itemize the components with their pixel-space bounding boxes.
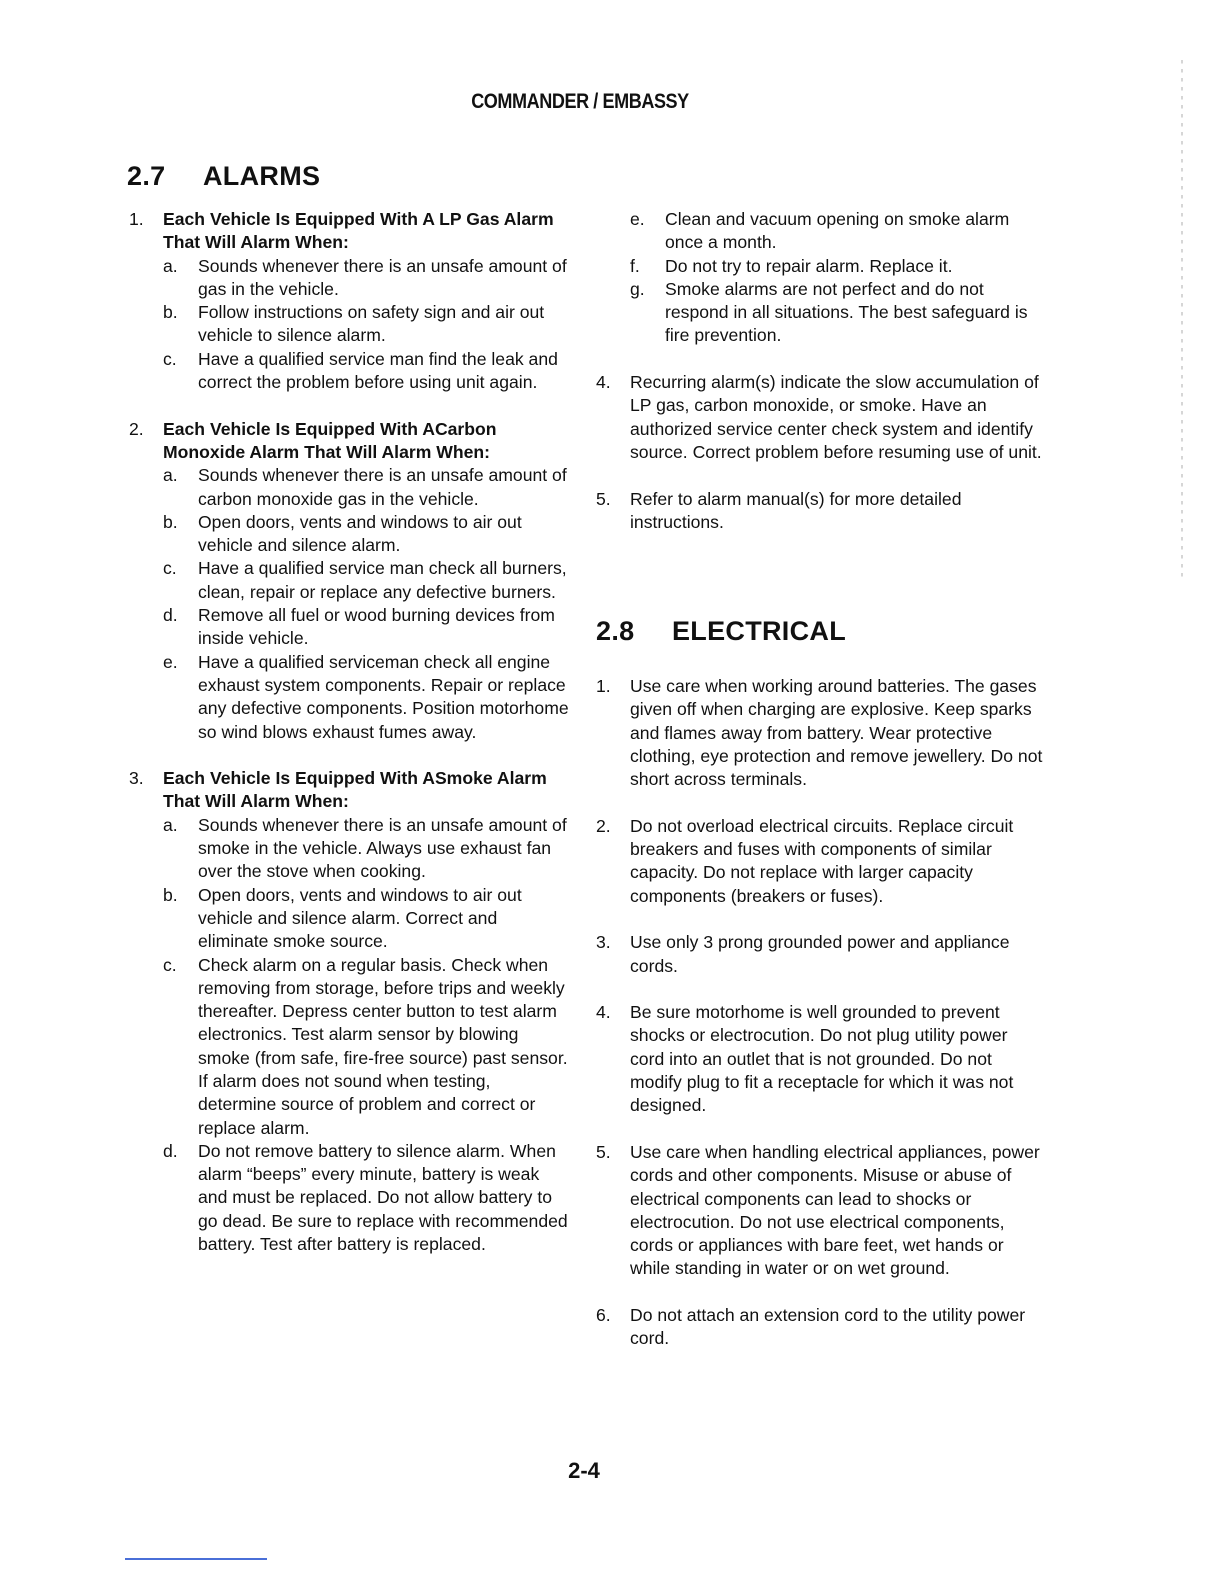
sub-item [163,651,569,744]
sub-letter: a. [163,255,178,276]
sub-item [163,557,569,604]
item-number: 2. [129,418,144,439]
item-text: Recurring alarm(s) indicate the slow accumulation of LP gas, carbon monoxide, or smoke. Have an authorized service center check system and identify source. Correct problem before resuming use of unit. [630,372,1042,462]
item-heading: Each Vehicle Is Equipped With A LP Gas Alarm That Will Alarm When: [163,209,554,253]
item-text: Use care when working around batteries. The gases given off when charging are explosive. Keep sparks and flames away from battery. Wear protective clothing, eye protection and remove jewellery. Do not short across terminals. [630,676,1043,790]
right-column-electrical [596,675,1046,1351]
sub-item [163,255,569,302]
sub-text: Check alarm on a regular basis. Check when removing from storage, before trips and weekly thereafter. Depress center button to test alarm electronics. Test alarm sensor by blowing smoke (from safe, fire-free source) past sensor. If alarm does not sound when testing, determine source of problem and correct or replace alarm. [198,954,568,1138]
sub-item [163,511,569,558]
electrical-item-3 [596,931,1046,978]
sub-text: Sounds whenever there is an unsafe amount of gas in the vehicle. [198,255,567,299]
sub-text: Do not try to repair alarm. Replace it. [665,255,953,276]
sub-letter: c. [163,348,177,369]
sub-item [163,1140,569,1256]
sub-letter: c. [163,954,177,975]
sub-item [630,208,1046,255]
sub-item [163,814,569,884]
sub-text: Open doors, vents and windows to air out vehicle and silence alarm. [198,511,522,556]
sub-item [163,301,569,348]
sub-text: Smoke alarms are not perfect and do not respond in all situations. The best safeguard is fire prevention. [665,278,1028,346]
electrical-item-5 [596,1141,1046,1281]
electrical-item-1 [596,675,1046,791]
item-heading: Each Vehicle Is Equipped With ASmoke Alarm That Will Alarm When: [163,768,547,812]
item-text: Use only 3 prong grounded power and appliance cords. [630,932,1010,976]
item-text: Refer to alarm manual(s) for more detailed instructions. [630,488,962,532]
sub-letter: e. [163,651,178,672]
section-heading: ELECTRICAL [672,616,846,646]
item-number: 4. [596,1002,611,1023]
sub-text: Sounds whenever there is an unsafe amount of carbon monoxide gas in the vehicle. [198,465,567,509]
section-number: 2.7 [127,161,166,191]
item-number: 2. [596,815,611,836]
alarm-item-4 [596,371,1046,464]
sub-text: Follow instructions on safety sign and air out vehicle to silence alarm. [198,302,545,346]
sub-letter: b. [163,884,178,905]
section-title-alarms [127,161,320,192]
sub-letter: b. [163,511,178,532]
sub-text: Clean and vacuum opening on smoke alarm once a month. [665,209,1010,253]
electrical-item-2 [596,815,1046,908]
item-text: Do not attach an extension cord to the utility power cord. [630,1305,1026,1349]
scan-edge-artifact [1181,60,1183,580]
item-number: 3. [129,768,144,789]
item-number: 1. [596,676,611,696]
footer-rule [125,1558,267,1560]
alarm-item-3-continued [596,208,1046,348]
item-number: 1. [129,209,144,229]
item-text: Be sure motorhome is well grounded to prevent shocks or electrocution. Do not plug utility power cord into an outlet that is not grounded. Do not modify plug to fit a receptacle for which it was not designed. [630,1002,1014,1116]
sub-letter: c. [163,558,177,579]
sub-letter: e. [630,209,645,229]
page-number: 2-4 [568,1458,600,1483]
item-number: 6. [596,1305,611,1326]
sub-text: Have a qualified serviceman check all engine exhaust system components. Repair or replace any defective components. Position motorhome so wind blows exhaust fumes away. [198,651,569,742]
sub-text: Remove all fuel or wood burning devices from inside vehicle. [198,605,555,649]
item-number: 5. [596,488,611,509]
item-heading: Each Vehicle Is Equipped With ACarbon Monoxide Alarm That Will Alarm When: [163,418,497,462]
sub-text: Do not remove battery to silence alarm. When alarm “beeps” every minute, battery is weak and must be replaced. Do not allow battery to go dead. Be sure to replace with recommended battery. Test after battery is replaced. [198,1140,568,1255]
electrical-item-4 [596,1001,1046,1117]
electrical-item-6 [596,1304,1046,1351]
section-number: 2.8 [596,616,635,646]
sub-item [163,464,569,511]
sub-item [163,348,569,395]
sub-letter: a. [163,814,178,835]
sub-letter: a. [163,465,178,486]
section-title-electrical [596,616,846,647]
sub-letter: f. [630,255,640,276]
sub-item [163,884,569,954]
sub-text: Sounds whenever there is an unsafe amount of smoke in the vehicle. Always use exhaust fan over the stove when cooking. [198,814,567,882]
sub-letter: d. [163,605,178,626]
running-header: COMMANDER / EMBASSY [471,90,689,113]
sub-item [163,604,569,651]
item-text: Do not overload electrical circuits. Replace circuit breakers and fuses with components of similar capacity. Do not replace with larger capacity components (breakers or fuses). [630,815,1014,906]
item-number: 5. [596,1141,611,1162]
item-text: Use care when handling electrical appliances, power cords and other components. Misuse or abuse of electrical components can lead to shocks or electrocution. Do not use electrical components, cords or appliances with bare feet, wet hands or while standing in water or on wet ground. [630,1141,1040,1279]
alarm-item-1 [129,208,569,394]
right-column-alarms [596,208,1046,534]
left-column [129,208,569,1256]
alarm-item-2 [129,418,569,744]
sub-text: Open doors, vents and windows to air out vehicle and silence alarm. Correct and eliminate smoke source. [198,884,522,952]
sub-letter: b. [163,302,178,323]
sub-item [163,954,569,1140]
alarm-item-3 [129,767,569,1256]
sub-letter: g. [630,278,645,299]
sub-letter: d. [163,1140,178,1161]
alarm-item-5 [596,488,1046,535]
item-number: 4. [596,372,611,393]
sub-text: Have a qualified service man check all burners, clean, repair or replace any defective burners. [198,558,567,602]
sub-item [630,278,1046,348]
item-number: 3. [596,932,611,953]
sub-text: Have a qualified service man find the leak and correct the problem before using unit again. [198,348,558,393]
section-heading: ALARMS [203,161,321,191]
sub-item [630,255,1046,278]
